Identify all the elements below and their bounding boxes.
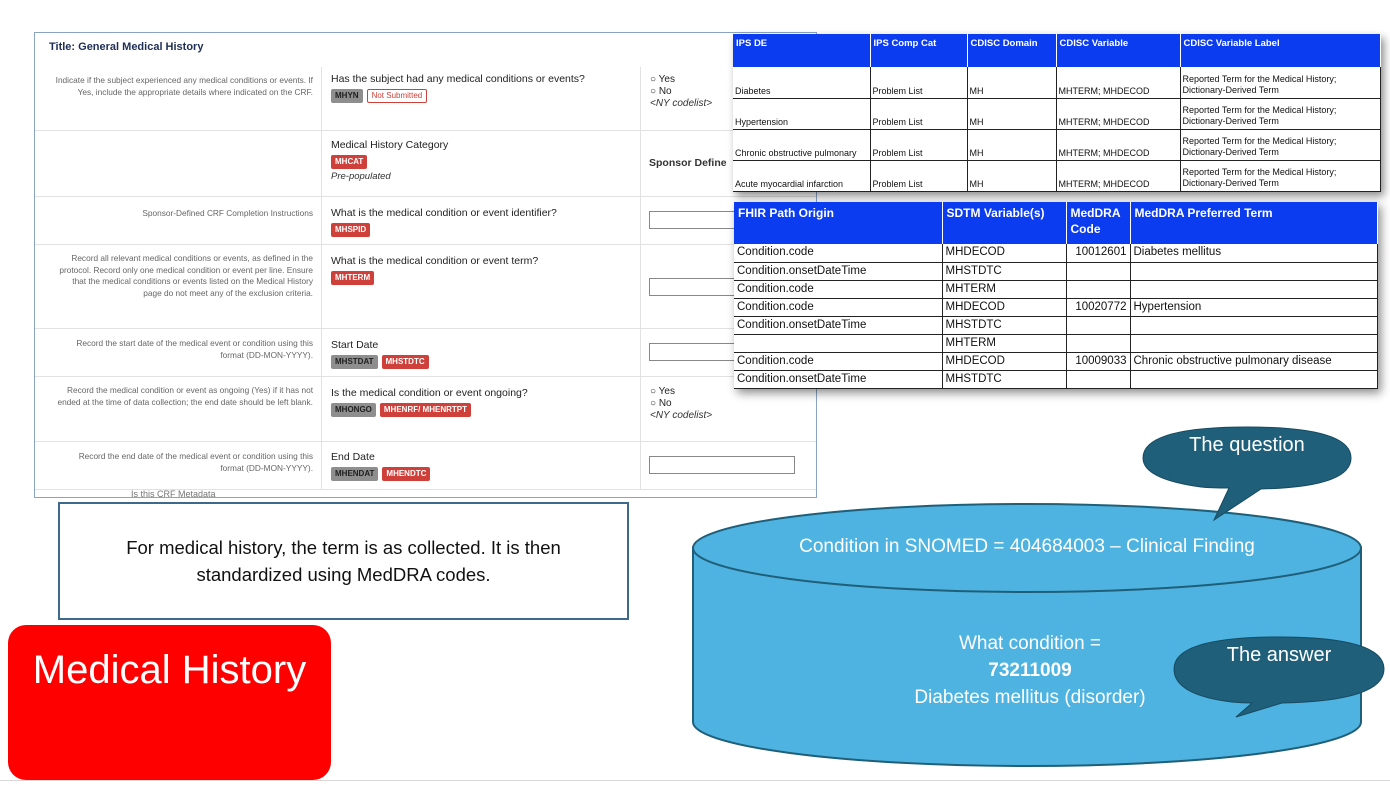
cylinder-top-text: Condition in SNOMED = 404684003 – Clinical Finding	[799, 536, 1255, 557]
ips-cdisc-mapping-table	[733, 34, 1381, 192]
column-header: SDTM Variable(s)	[942, 202, 1066, 244]
crf-instruction: Record all relevant medical conditions or events, as defined in the protocol. Record only one medical condition or event per line. Ensure that the medical conditions or events listed on the Medical History page do not meet any of the exclusion criteria.	[59, 253, 313, 298]
status-tag: Not Submitted	[367, 89, 428, 103]
column-header: CDISC Domain	[967, 34, 1056, 67]
table-cell: MHSTDTC	[942, 262, 1066, 280]
table-cell	[734, 334, 942, 352]
crf-tags	[331, 355, 640, 369]
crf-question-note: Pre-populated	[331, 171, 391, 182]
table-cell: MHTERM; MHDECOD	[1056, 160, 1180, 191]
table-cell	[1130, 262, 1377, 280]
crf-row-ongoing	[35, 377, 816, 442]
column-header: IPS Comp Cat	[870, 34, 967, 67]
table-cell: Reported Term for the Medical History; Dictionary-Derived Term	[1180, 129, 1380, 160]
table-cell: Condition.code	[734, 280, 942, 298]
table-cell	[1130, 280, 1377, 298]
snomed-code: 73211009	[988, 660, 1072, 681]
table-cell	[1130, 316, 1377, 334]
crf-answer-options	[650, 386, 712, 422]
crf-row-start-date	[35, 329, 816, 377]
table-row	[734, 244, 1377, 262]
crf-instruction: Record the end date of the medical event or condition using this format (DD-MON-YYYY).	[78, 451, 313, 473]
condition-name: Diabetes mellitus (disorder)	[914, 687, 1146, 708]
table-row	[733, 98, 1380, 129]
table-cell: Reported Term for the Medical History; Dictionary-Derived Term	[1180, 160, 1380, 191]
table-row	[734, 298, 1377, 316]
table-cell: Condition.onsetDateTime	[734, 316, 942, 334]
table-cell: Reported Term for the Medical History; Dictionary-Derived Term	[1180, 67, 1380, 98]
table-cell: MHTERM; MHDECOD	[1056, 129, 1180, 160]
question-callout-label: The question	[1189, 434, 1305, 456]
table-row	[734, 280, 1377, 298]
crf-question-cell	[321, 197, 641, 244]
column-header: CDISC Variable Label	[1180, 34, 1380, 67]
table-cell: Hypertension	[1130, 298, 1377, 316]
radio-no[interactable]: ○ No	[650, 398, 672, 409]
sponsor-defined-text: Sponsor Define	[649, 157, 727, 169]
crf-row-mhterm	[35, 245, 816, 329]
variable-tag: MHONGO	[331, 403, 376, 417]
footer-divider	[0, 780, 1390, 781]
table-cell: MHSTDTC	[942, 316, 1066, 334]
table-header-row	[734, 202, 1377, 244]
crf-question-cell	[321, 442, 641, 489]
crf-question: Has the subject had any medical conditions or events?	[331, 73, 585, 85]
table-cell	[1066, 334, 1130, 352]
crf-question-cell	[321, 377, 641, 441]
table-cell: Condition.onsetDateTime	[734, 370, 942, 388]
table-cell: MHTERM	[942, 280, 1066, 298]
table-cell: MH	[967, 98, 1056, 129]
variable-tag: MHCAT	[331, 155, 367, 169]
table-cell: MHTERM; MHDECOD	[1056, 67, 1180, 98]
table-header-row	[733, 34, 1380, 67]
table-cell: MHDECOD	[942, 352, 1066, 370]
fhir-sdtm-meddra-table	[734, 202, 1378, 389]
table-cell: Condition.code	[734, 298, 942, 316]
table-cell: MH	[967, 160, 1056, 191]
crf-instruction: Record the start date of the medical event or condition using this format (DD-MON-YYYY).	[76, 338, 313, 360]
variable-tag: MHYN	[331, 89, 363, 103]
table-cell: MH	[967, 129, 1056, 160]
note-box	[58, 502, 629, 620]
crf-question: Start Date	[331, 339, 379, 351]
crf-question-cell	[321, 67, 641, 130]
codelist-note: <NY codelist>	[650, 410, 713, 421]
section-label-text: Medical History	[32, 648, 307, 692]
variable-tag: MHSPID	[331, 223, 370, 237]
table-cell: MHTERM	[942, 334, 1066, 352]
radio-icon: ○	[650, 386, 657, 397]
table-row	[734, 334, 1377, 352]
end-date-input[interactable]	[649, 456, 795, 474]
table-cell	[1130, 370, 1377, 388]
table-cell: Chronic obstructive pulmonary disease	[1130, 352, 1377, 370]
table-row	[734, 370, 1377, 388]
note-text: For medical history, the term is as collected. It is then standardized using MedDRA codes.	[126, 537, 561, 585]
column-header: CDISC Variable	[1056, 34, 1180, 67]
table-cell: 10012601	[1066, 244, 1130, 262]
crf-row-mhcat	[35, 131, 816, 197]
table-row	[734, 316, 1377, 334]
table-cell: Problem List	[870, 160, 967, 191]
radio-yes[interactable]: ○ Yes	[650, 386, 675, 397]
variable-tag: MHENDAT	[331, 467, 378, 481]
table-cell: MHDECOD	[942, 244, 1066, 262]
variable-tag: MHENRF/ MHENRTPT	[380, 403, 471, 417]
variable-tag: MHENDTC	[382, 467, 430, 481]
table-cell	[1066, 280, 1130, 298]
crf-tags	[331, 89, 640, 103]
section-label	[8, 625, 331, 780]
table-row	[733, 67, 1380, 98]
crf-question: What is the medical condition or event identifier?	[331, 207, 557, 219]
crf-row-end-date	[35, 442, 816, 490]
table-cell: MHDECOD	[942, 298, 1066, 316]
table-cell: MHTERM; MHDECOD	[1056, 98, 1180, 129]
crf-instruction: Sponsor-Defined CRF Completion Instructions	[142, 208, 313, 218]
table-cell: Condition.code	[734, 352, 942, 370]
crf-question: What is the medical condition or event term?	[331, 255, 539, 267]
column-header: IPS DE	[733, 34, 870, 67]
table-cell: MHSTDTC	[942, 370, 1066, 388]
crf-tags	[331, 271, 640, 285]
table-row	[734, 352, 1377, 370]
radio-no[interactable]: ○ No	[650, 86, 672, 97]
table-row	[733, 129, 1380, 160]
table-cell: Problem List	[870, 129, 967, 160]
crf-row-mhspid	[35, 197, 816, 245]
table-cell: Condition.onsetDateTime	[734, 262, 942, 280]
crf-question: Is the medical condition or event ongoing?	[331, 387, 528, 399]
radio-icon: ○	[650, 86, 657, 97]
answer-callout-label: The answer	[1226, 644, 1332, 666]
variable-tag: MHSTDAT	[331, 355, 378, 369]
radio-icon: ○	[650, 398, 657, 409]
crf-cut-off-text: Is this CRF Metadata	[131, 489, 216, 498]
condition-line: What condition =	[958, 633, 1102, 654]
table-cell	[1066, 316, 1130, 334]
table-cell: Chronic obstructive pulmonary	[733, 129, 870, 160]
crf-row-mhyn	[35, 67, 816, 131]
table-row	[733, 160, 1380, 191]
table-cell: Condition.code	[734, 244, 942, 262]
crf-question-cell	[321, 245, 641, 328]
variable-tag: MHTERM	[331, 271, 374, 285]
table-cell: 10009033	[1066, 352, 1130, 370]
table-cell: MH	[967, 67, 1056, 98]
table-cell: Acute myocardial infarction	[733, 160, 870, 191]
crf-panel	[34, 32, 817, 498]
crf-question: End Date	[331, 451, 375, 463]
crf-tags	[331, 223, 640, 237]
crf-title: Title: General Medical History	[49, 41, 204, 53]
table-cell: Problem List	[870, 98, 967, 129]
table-cell: Diabetes mellitus	[1130, 244, 1377, 262]
table-cell: 10020772	[1066, 298, 1130, 316]
table-cell	[1066, 262, 1130, 280]
crf-instruction: Indicate if the subject experienced any medical conditions or events. If Yes, include the appropriate details where indicated on the CRF.	[55, 75, 313, 97]
crf-tags	[331, 155, 640, 169]
variable-tag: MHSTDTC	[382, 355, 429, 369]
radio-icon: ○	[650, 74, 657, 85]
table-cell	[1130, 334, 1377, 352]
table-cell: Diabetes	[733, 67, 870, 98]
table-cell: Reported Term for the Medical History; Dictionary-Derived Term	[1180, 98, 1380, 129]
crf-tags	[331, 403, 640, 417]
table-cell: Problem List	[870, 67, 967, 98]
column-header: FHIR Path Origin	[734, 202, 942, 244]
crf-question-cell	[321, 329, 641, 376]
crf-question: Medical History Category	[331, 139, 449, 151]
crf-answer-options	[650, 74, 712, 110]
table-cell: Hypertension	[733, 98, 870, 129]
column-header: MedDRA Code	[1066, 202, 1130, 244]
column-header: MedDRA Preferred Term	[1130, 202, 1377, 244]
codelist-note: <NY codelist>	[650, 98, 713, 109]
crf-question-cell	[321, 131, 641, 196]
table-cell	[1066, 370, 1130, 388]
table-row	[734, 262, 1377, 280]
crf-tags	[331, 467, 640, 481]
radio-yes[interactable]: ○ Yes	[650, 74, 675, 85]
crf-instruction: Record the medical condition or event as ongoing (Yes) if it has not ended at the time of data collection; the end date should be left blank.	[57, 385, 313, 407]
